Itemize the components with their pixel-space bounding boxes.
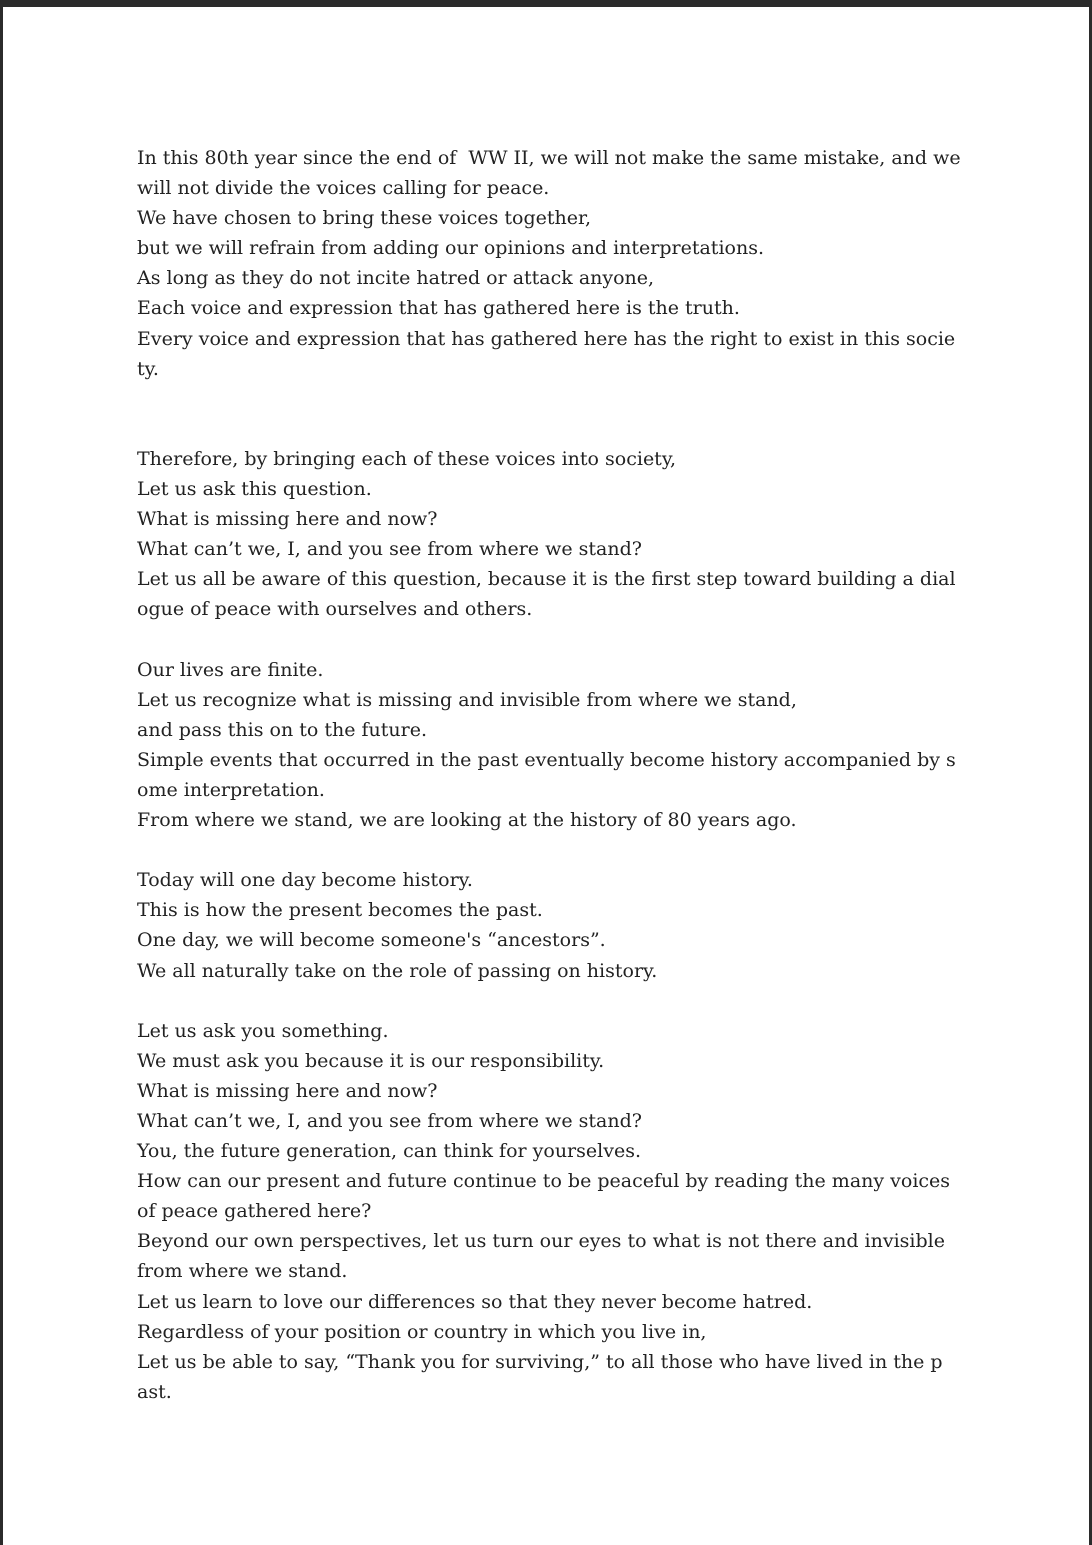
text-line: You, the future generation, can think for yourselves. — [137, 1140, 641, 1163]
text-line: Beyond our own perspectives, let us turn our eyes to what is not there and invisible — [137, 1230, 945, 1253]
text-line: As long as they do not incite hatred or attack anyone, — [137, 267, 655, 290]
text-line: and pass this on to the future. — [137, 718, 428, 741]
text-line: What can’t we, I, and you see from where we stand? — [137, 538, 642, 561]
text-line: Therefore, by bringing each of these voices into society, — [137, 447, 677, 470]
text-line: ty. — [137, 357, 159, 380]
text-line: What can’t we, I, and you see from where we stand? — [137, 1110, 642, 1132]
text-line: Let us learn to love our differences so that they never become hatred. — [137, 1290, 813, 1313]
text-line: ast. — [137, 1380, 172, 1403]
text-line: We have chosen to bring these voices together, — [137, 207, 592, 230]
text-line: Each voice and expression that has gathered here is the truth. — [137, 297, 740, 320]
text-line: Let us recognize what is missing and invisible from where we stand, — [137, 688, 797, 711]
text-line: Our lives are finite. — [137, 658, 324, 681]
text-line: ome interpretation. — [137, 778, 325, 801]
text-line: Simple events that occurred in the past eventually become history accompanied by s — [137, 748, 956, 771]
text-line: Every voice and expression that has gathered here has the right to exist in this socie — [137, 327, 956, 350]
text-line: We all naturally take on the role of passing on history. — [137, 959, 658, 982]
text-line: This is how the present becomes the past. — [137, 899, 543, 922]
text-line: Regardless of your position or country in which you live in, — [137, 1320, 707, 1343]
text-line: Let us ask you something. — [137, 1019, 389, 1042]
text-line: from where we stand. — [137, 1260, 348, 1283]
text-line: From where we stand, we are looking at the history of 80 years ago. — [137, 809, 797, 832]
blank-line — [137, 384, 967, 414]
text-line: Today will one day become history. — [137, 869, 473, 892]
document-body — [137, 143, 967, 1407]
text-line: of peace gathered here? — [137, 1200, 372, 1223]
text-line: How can our present and future continue to be peaceful by reading the many voices — [137, 1170, 951, 1193]
text-line: ogue of peace with ourselves and others. — [137, 598, 533, 621]
text-line: In this 80th year since the end of WW II, we will not make the same mistake, and we — [137, 147, 961, 169]
text-line: What is missing here and now? — [137, 508, 438, 531]
text-line: We must ask you because it is our responsibility. — [137, 1049, 605, 1072]
blank-line — [137, 625, 967, 655]
blank-line — [137, 986, 967, 1016]
blank-line — [137, 414, 967, 444]
text-line: Let us all be aware of this question, because it is the first step toward building a dial — [137, 568, 956, 591]
text-line: Let us be able to say, “Thank you for surviving,” to all those who have lived in the p — [137, 1350, 943, 1373]
text-line: Let us ask this question. — [137, 478, 372, 501]
text-line: but we will refrain from adding our opinions and interpretations. — [137, 237, 764, 260]
text-line: What is missing here and now? — [137, 1079, 438, 1102]
text-line: One day, we will become someone's “ancestors”. — [137, 929, 606, 952]
blank-line — [137, 835, 967, 865]
text-line: will not divide the voices calling for peace. — [137, 177, 550, 200]
